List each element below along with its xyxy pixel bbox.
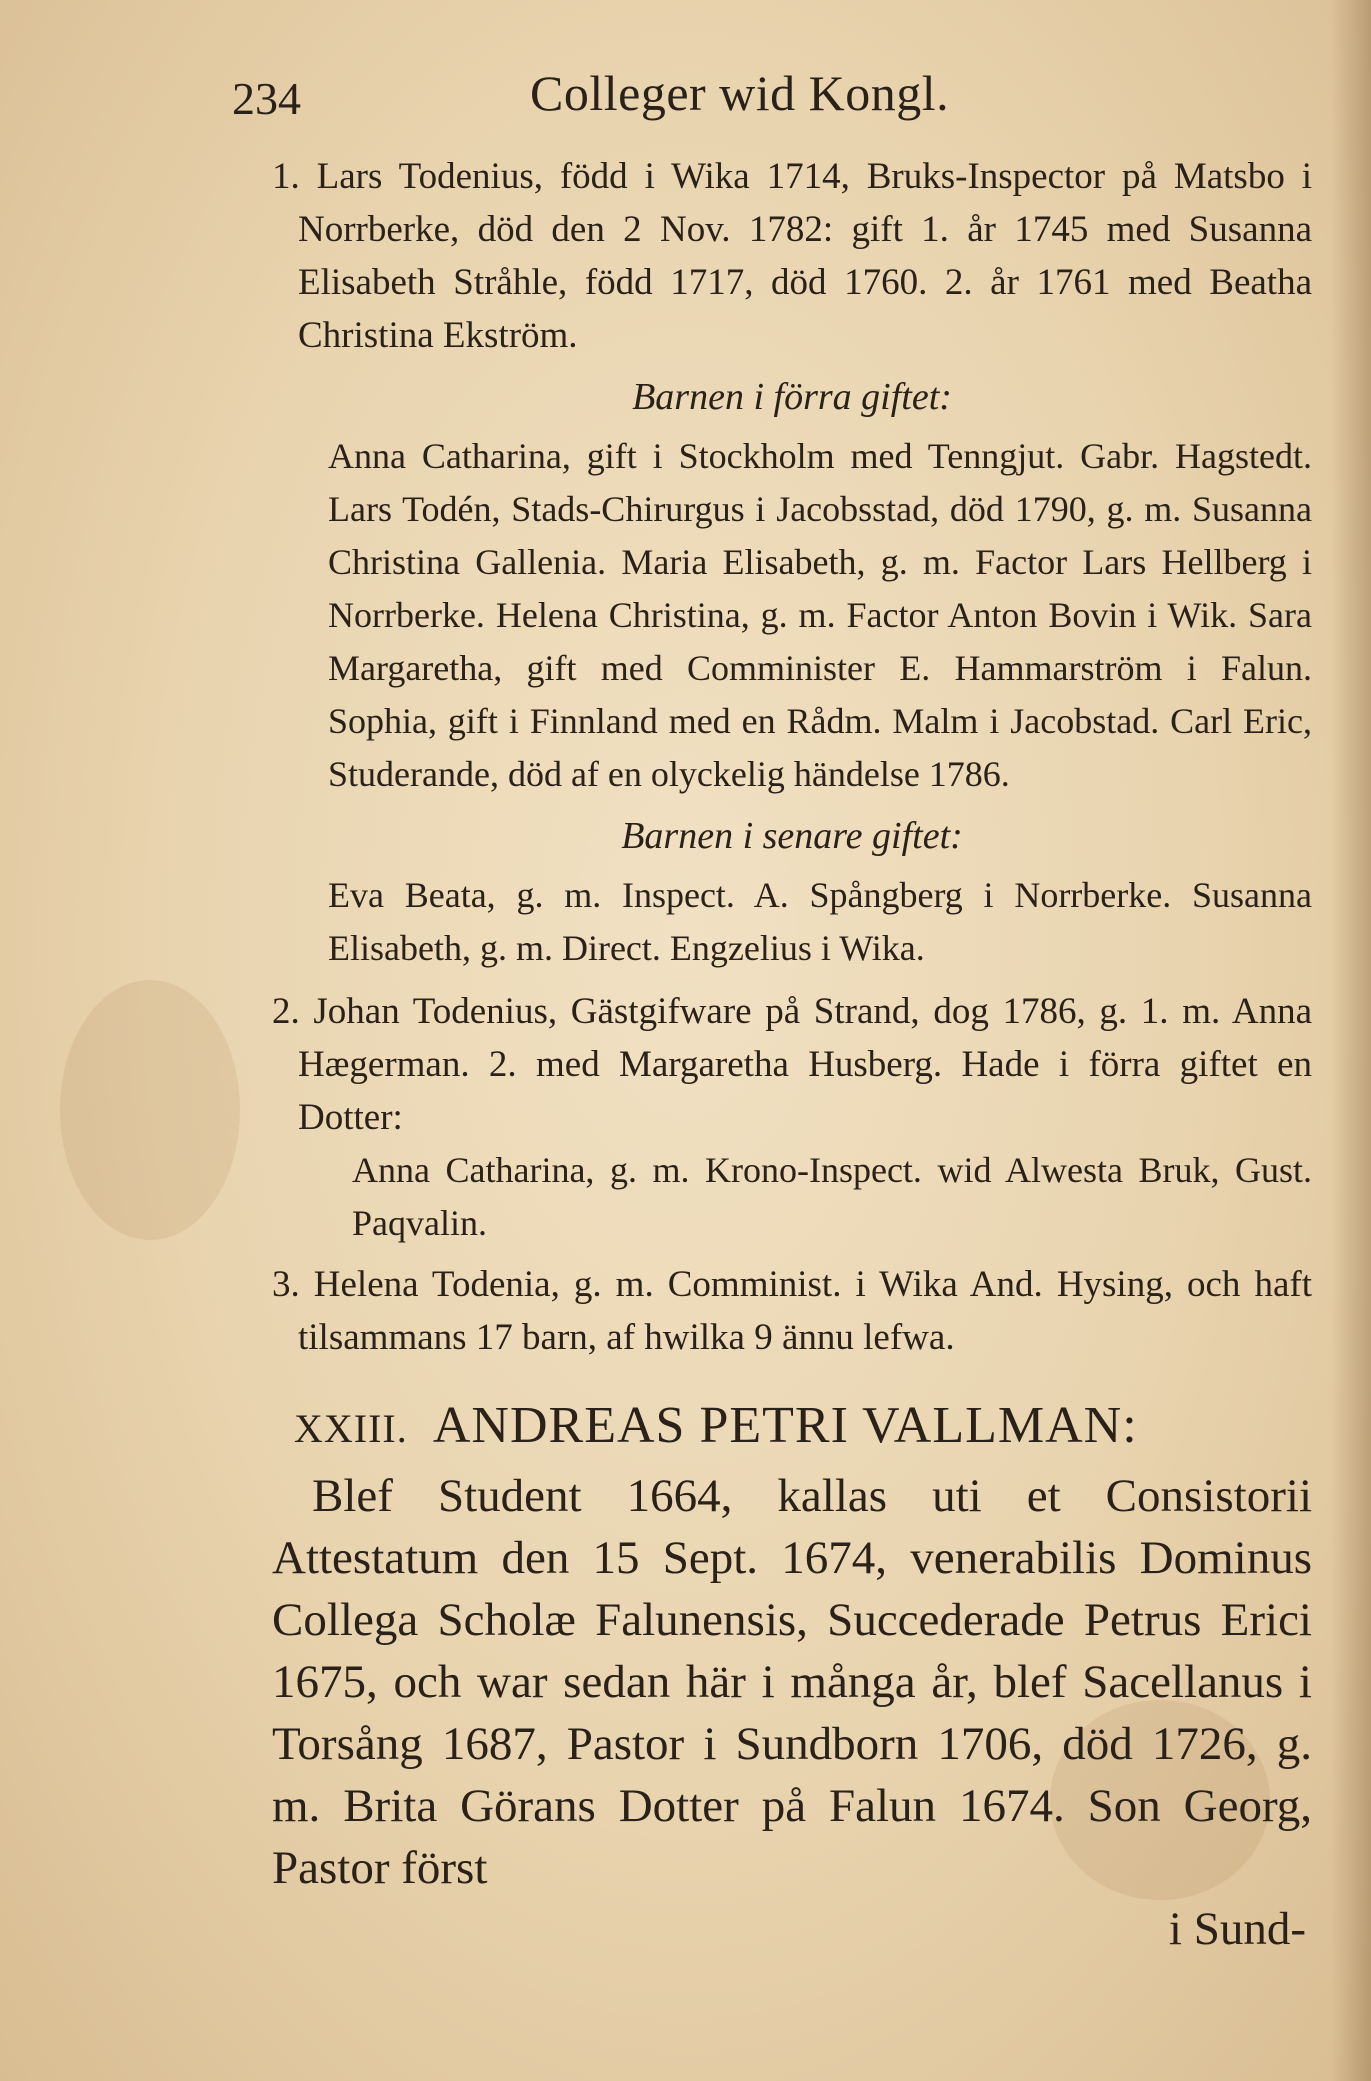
- entry-2-daughter: Anna Catharina, g. m. Krono-Inspect. wid Alwesta Bruk, Gust. Paqvalin.: [352, 1150, 1312, 1243]
- running-title: Colleger wid Kongl.: [530, 65, 950, 121]
- children-second-marriage-heading: Barnen i senare giftet:: [621, 815, 963, 857]
- paper-stain: [60, 980, 240, 1240]
- page-header: [232, 62, 1272, 132]
- entry-1: 1. Lars Todenius, född i Wika 1714, Bruks-Inspector på Matsbo i Norrberke, död den 2 Nov. 1782: gift 1. år 1745 med Susanna Elisabeth Stråhle, född 1717, död 1760. 2. år 1761 med Beatha Christina Ekström.: [272, 156, 1312, 356]
- section-title: ANDREAS PETRI VALLMAN:: [432, 1397, 1138, 1454]
- catchword: i Sund-: [1168, 1903, 1306, 1955]
- entry-2: 2. Johan Todenius, Gästgifware på Strand, dog 1786, g. 1. m. Anna Hægerman. 2. med Margaretha Husberg. Hade i förra giftet en Dotter:: [272, 991, 1312, 1138]
- children-second-marriage: Eva Beata, g. m. Inspect. A. Spångberg i Norrberke. Susanna Elisabeth, g. m. Direct. Engzelius i Wika.: [328, 875, 1312, 968]
- section-numeral: XXIII.: [294, 1406, 408, 1451]
- children-first-marriage-heading: Barnen i förra giftet:: [632, 376, 952, 418]
- page-edge-shadow: [1331, 0, 1371, 2081]
- page-number: 234: [232, 73, 301, 124]
- section-body: Blef Student 1664, kallas uti et Consistorii Attestatum den 15 Sept. 1674, venerabilis Dominus Collega Scholæ Falunensis, Succederade Petrus Erici 1675, och war sedan här i många år, blef Sacellanus i Torsång 1687, Pastor i Sundborn 1706, död 1726, g. m. Brita Görans Dotter på Falun 1674. Son Georg, Pastor först: [272, 1470, 1312, 1894]
- entry-3: 3. Helena Todenia, g. m. Comminist. i Wika And. Hysing, och haft tilsammans 17 barn, af hwilka 9 ännu lefwa.: [272, 1264, 1312, 1358]
- section-heading: [294, 1394, 1312, 1461]
- page-content: [272, 150, 1312, 1959]
- children-first-marriage: Anna Catharina, gift i Stockholm med Tenngjut. Gabr. Hagstedt. Lars Todén, Stads-Chirurgus i Jacobsstad, död 1790, g. m. Susanna Christina Gallenia. Maria Elisabeth, g. m. Factor Lars Hellberg i Norrberke. Helena Christina, g. m. Factor Anton Bovin i Wik. Sara Margaretha, gift med Comminister E. Hammarström i Falun. Sophia, gift i Finnland med en Rådm. Malm i Jacobstad. Carl Eric, Studerande, död af en olyckelig händelse 1786.: [328, 436, 1312, 794]
